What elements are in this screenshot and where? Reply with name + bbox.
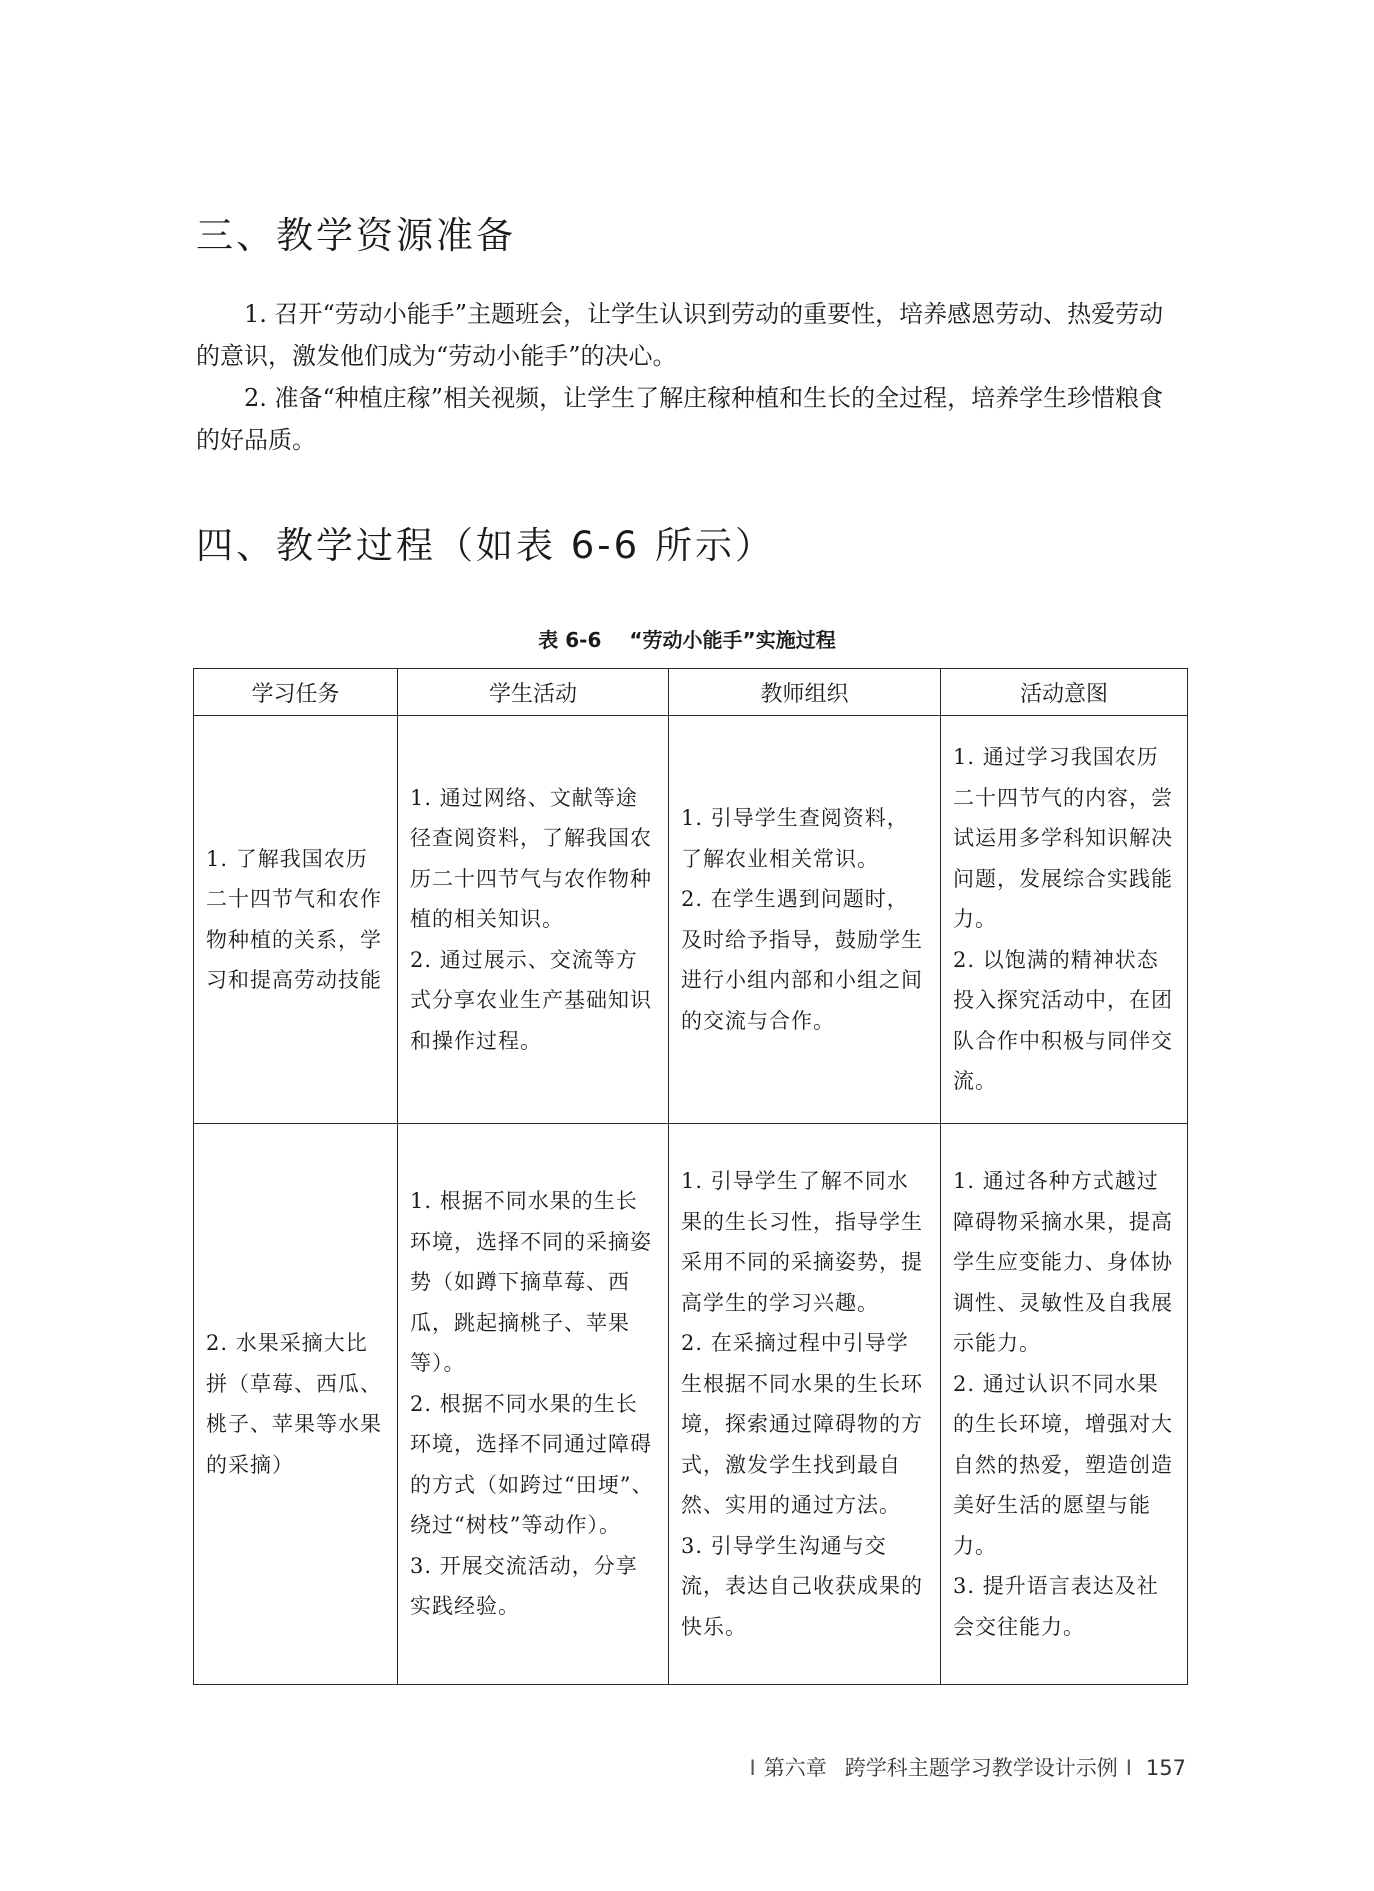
list-item: 1. 引导学生查阅资料，了解农业相关常识。	[681, 806, 909, 871]
list-item: 2. 在采摘过程中引导学生根据不同水果的生长环境，探索通过障碍物的方式，激发学生找到最自然、实用的通过方法。	[681, 1331, 923, 1517]
header-activity-intent: 活动意图	[941, 669, 1188, 716]
cell-student-activity	[398, 1124, 669, 1685]
footer-separator: I	[749, 1756, 756, 1780]
list-item: 3. 开展交流活动，分享实践经验。	[410, 1553, 638, 1619]
list-item: 3. 提升语言表达及社会交往能力。	[953, 1574, 1159, 1639]
list-item: 1. 引导学生了解不同水果的生长习性，指导学生采用不同的采摘姿势，提高学生的学习兴趣。	[681, 1169, 923, 1315]
cell-student-activity	[398, 716, 669, 1124]
footer-title: 跨学科主题学习教学设计示例	[844, 1756, 1118, 1780]
list-item: 2. 以饱满的精神状态投入探究活动中，在团队合作中积极与同伴交流。	[953, 947, 1173, 1094]
task-text: 2. 水果采摘大比拼（草莓、西瓜、桃子、苹果等水果的采摘）	[206, 1331, 382, 1477]
table-row	[194, 1124, 1188, 1685]
cell-teacher-organization	[669, 1124, 941, 1685]
cell-task	[194, 1124, 398, 1685]
cell-teacher-organization	[669, 716, 941, 1124]
list-item: 2. 在学生遇到问题时，及时给予指导，鼓励学生进行小组内部和小组之间的交流与合作。	[681, 887, 923, 1033]
cell-task	[194, 716, 398, 1124]
list-item: 1. 通过网络、文献等途径查阅资料，了解我国农历二十四节气与农作物种植的相关知识。	[410, 785, 652, 932]
header-student-activity: 学生活动	[398, 669, 669, 716]
page-number: 157	[1145, 1756, 1186, 1780]
task-text: 1. 了解我国农历二十四节气和农作物种植的关系，学习和提高劳动技能	[206, 846, 382, 992]
section-title-process: 四、教学过程（如表 6-6 所示）	[196, 524, 775, 567]
page-footer	[742, 1752, 1187, 1782]
section-title-resources: 三、教学资源准备	[196, 214, 516, 257]
table-row	[194, 716, 1188, 1124]
paragraph-1: 1. 召开“劳动小能手”主题班会，让学生认识到劳动的重要性，培养感恩劳动、热爱劳动的意识，激发他们成为“劳动小能手”的决心。	[196, 300, 1164, 370]
paragraph-2: 2. 准备“种植庄稼”相关视频，让学生了解庄稼种植和生长的全过程，培养学生珍惜粮食的好品质。	[196, 384, 1164, 454]
footer-separator: I	[1125, 1756, 1132, 1780]
list-item: 1. 根据不同水果的生长环境，选择不同的采摘姿势（如蹲下摘草莓、西瓜，跳起摘桃子、苹果等）。	[410, 1189, 652, 1376]
table-header-row	[194, 669, 1188, 716]
cell-activity-intent	[941, 1124, 1188, 1685]
footer-chapter: 第六章	[763, 1756, 827, 1780]
table-caption	[0, 624, 1374, 653]
cell-activity-intent	[941, 716, 1188, 1124]
list-item: 2. 通过展示、交流等方式分享农业生产基础知识和操作过程。	[410, 947, 652, 1053]
table-caption-number: 表 6-6	[538, 628, 602, 652]
list-item: 2. 通过认识不同水果的生长环境，增强对大自然的热爱，塑造创造美好生活的愿望与能力。	[953, 1371, 1173, 1558]
header-teacher-organization: 教师组织	[669, 669, 941, 716]
implementation-table	[193, 668, 1188, 1685]
list-item: 1. 通过学习我国农历二十四节气的内容，尝试运用多学科知识解决问题，发展综合实践能力。	[953, 745, 1173, 932]
table-caption-title: “劳动小能手”实施过程	[629, 628, 836, 652]
list-item: 3. 引导学生沟通与交流，表达自己收获成果的快乐。	[681, 1533, 923, 1639]
list-item: 2. 根据不同水果的生长环境，选择不同通过障碍的方式（如跨过“田埂”、绕过“树枝”等动作）。	[410, 1391, 654, 1538]
list-item: 1. 通过各种方式越过障碍物采摘水果，提高学生应变能力、身体协调性、灵敏性及自我展示能力。	[953, 1169, 1173, 1355]
header-task: 学习任务	[194, 669, 398, 716]
